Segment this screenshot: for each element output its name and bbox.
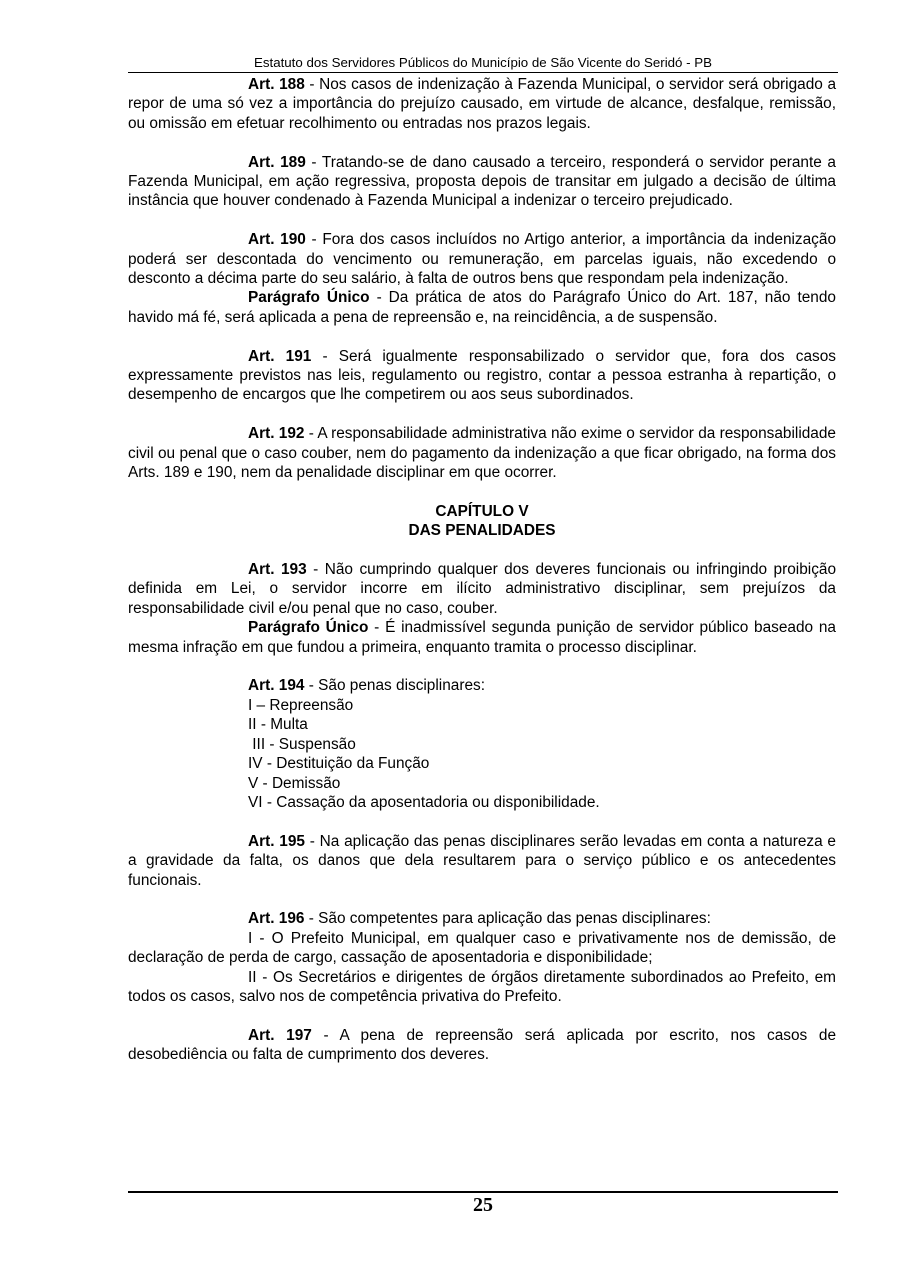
article-text: - Na aplicação das penas disciplinares serão levadas em conta a natureza e a gravidade da falta, os danos que dela resultarem para o serviço público e os antecedentes funcionais. bbox=[128, 832, 836, 889]
penalty-item: V - Demissão bbox=[248, 774, 341, 792]
article-label: Art. 197 bbox=[248, 1026, 312, 1044]
article-189 bbox=[128, 153, 836, 211]
header-divider bbox=[128, 72, 838, 73]
article-label: Art. 196 bbox=[248, 910, 305, 928]
penalty-item: IV - Destituição da Função bbox=[248, 755, 430, 773]
article-196-item: I - O Prefeito Municipal, em qualquer caso e privativamente nos de demissão, de declaração de perda de cargo, cassação de aposentadoria e disponibilidade; bbox=[128, 929, 836, 967]
chapter-number: CAPÍTULO V bbox=[435, 502, 529, 520]
article-text: - Será igualmente responsabilizado o servidor que, fora dos casos expressamente previstos nas leis, regulamento ou registro, contar a pessoa estranha à repartição, o desempenho de encargos que lhe competirem ou aos seus subordinados. bbox=[128, 347, 836, 404]
article-193 bbox=[128, 560, 836, 618]
article-label: Art. 192 bbox=[248, 425, 305, 443]
article-193-paragraph bbox=[128, 618, 836, 657]
article-text: - A pena de repreensão será aplicada por escrito, nos casos de desobediência ou falta de cumprimento dos deveres. bbox=[128, 1026, 837, 1064]
footer-divider bbox=[128, 1191, 838, 1193]
article-197 bbox=[128, 1026, 836, 1065]
article-label: Art. 193 bbox=[248, 561, 307, 579]
document-body bbox=[128, 75, 836, 1065]
article-191 bbox=[128, 347, 836, 405]
article-text: - São competentes para aplicação das penas disciplinares: bbox=[304, 910, 711, 928]
article-196 bbox=[128, 909, 836, 928]
article-text: - Tratando-se de dano causado a terceiro, responderá o servidor perante a Fazenda Municipal, em ação regressiva, proposta depois de transitar em julgado a decisão de última instância que houver condenado à Fazenda Municipal a indenizar o terceiro prejudicado. bbox=[128, 153, 836, 210]
article-text: - Não cumprindo qualquer dos deveres funcionais ou infringindo proibição definida em Lei, o servidor incorre em ilícito administrativo disciplinar, sem prejuízos da responsabilidade civil e/ou penal que no caso, couber. bbox=[128, 561, 837, 617]
penalty-item: III - Suspensão bbox=[248, 735, 356, 753]
article-190-paragraph bbox=[128, 288, 836, 327]
article-label: Art. 190 bbox=[248, 231, 306, 249]
article-text: - A responsabilidade administrativa não exime o servidor da responsabilidade civil ou penal que o caso couber, nem do pagamento da indenização a que ficar obrigado, na forma dos Arts. 189 e 190, nem da penalidade disciplinar em que ocorrer. bbox=[128, 425, 836, 482]
article-195 bbox=[128, 832, 836, 890]
article-label: Art. 191 bbox=[248, 347, 312, 365]
chapter-title: DAS PENALIDADES bbox=[408, 522, 556, 540]
article-label: Art. 194 bbox=[248, 677, 305, 695]
penalty-item: VI - Cassação da aposentadoria ou disponibilidade. bbox=[248, 793, 600, 811]
penalty-item: II - Multa bbox=[248, 716, 308, 734]
paragraph-label: Parágrafo Único bbox=[248, 289, 370, 307]
article-194-intro bbox=[248, 676, 836, 695]
page-number: 25 bbox=[473, 1194, 493, 1216]
article-194 bbox=[128, 676, 836, 812]
article-196-item: II - Os Secretários e dirigentes de órgãos diretamente subordinados ao Prefeito, em todos os casos, salvo nos de competência privativa do Prefeito. bbox=[128, 968, 836, 1005]
page-header: Estatuto dos Servidores Públicos do Município de São Vicente do Seridó - PB bbox=[253, 55, 713, 70]
article-text: - São penas disciplinares: bbox=[304, 677, 485, 695]
article-192 bbox=[128, 424, 836, 482]
article-190 bbox=[128, 230, 836, 288]
article-text: - Fora dos casos incluídos no Artigo anterior, a importância da indenização poderá ser descontada do vencimento ou remuneração, em parcelas iguais, não excedendo o desconto a décima parte do seu salário, à falta de outros bens que respondam pela indenização. bbox=[128, 231, 837, 288]
paragraph-text: - Da prática de atos do Parágrafo Único do Art. 187, não tendo havido má fé, será aplicada a pena de repreensão e, na reincidência, a de suspensão. bbox=[128, 289, 836, 326]
penalty-item: I – Repreensão bbox=[248, 696, 354, 714]
article-text: - Nos casos de indenização à Fazenda Municipal, o servidor será obrigado a repor de uma só vez a importância do prejuízo causado, em virtude de alcance, desfalque, remissão, ou omissão em efetuar recolhimento ou entradas nos prazos legais. bbox=[128, 76, 836, 132]
paragraph-text: - É inadmissível segunda punição de servidor público baseado na mesma infração em que fundou a primeira, enquanto tramita o processo disciplinar. bbox=[128, 619, 836, 656]
article-label: Art. 195 bbox=[248, 832, 305, 850]
article-label: Art. 189 bbox=[248, 153, 306, 171]
article-label: Art. 188 bbox=[248, 76, 305, 93]
paragraph-label: Parágrafo Único bbox=[248, 619, 369, 637]
article-188 bbox=[128, 75, 836, 133]
